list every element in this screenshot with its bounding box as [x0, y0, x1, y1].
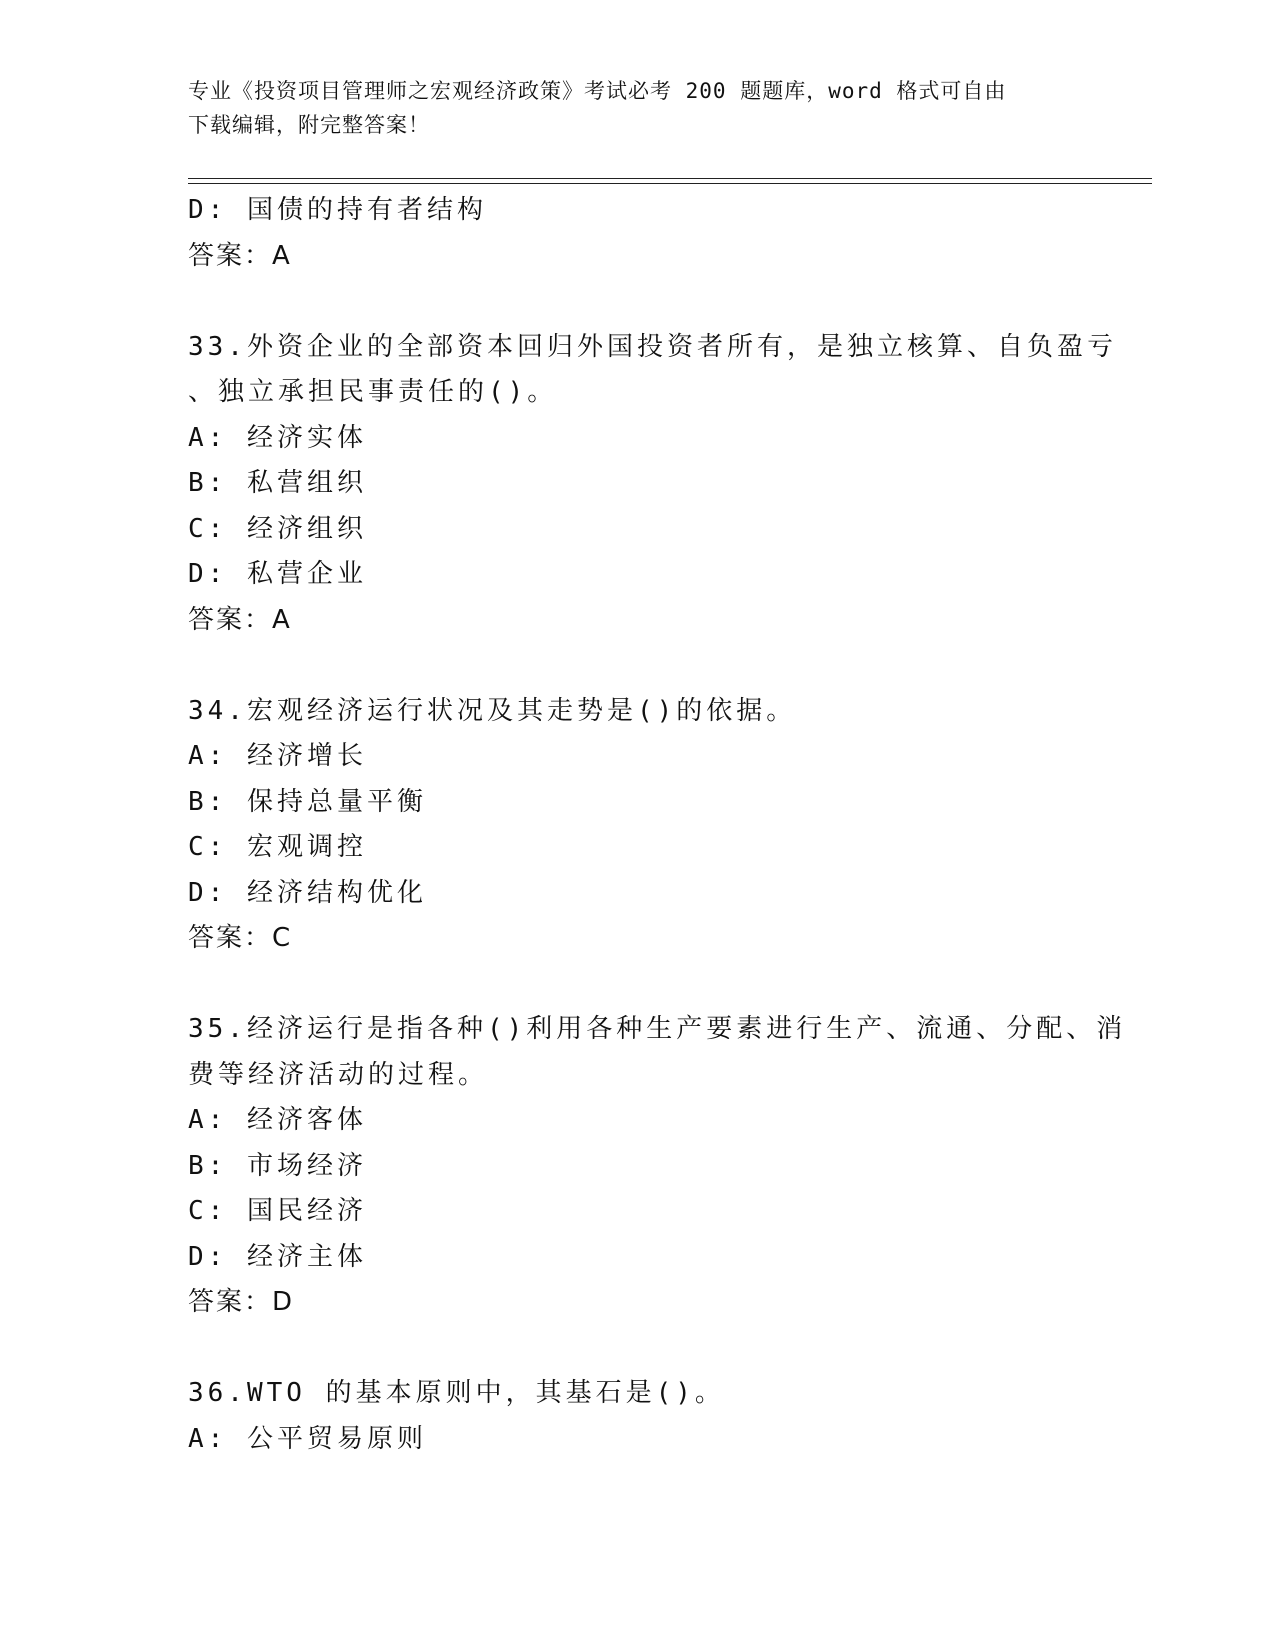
question-stem-continued: 、独立承担民事责任的()。: [188, 377, 558, 407]
question-stem: 33.外资企业的全部资本回归外国投资者所有，是独立核算、自负盈亏: [188, 331, 1117, 362]
question-list: [188, 188, 1127, 1462]
option-b: B: 保持总量平衡: [188, 786, 427, 817]
answer-line: 答案：D: [188, 1287, 295, 1317]
header-line-2: 下载编辑，附完整答案！: [188, 113, 430, 137]
header-divider-top: [188, 178, 1152, 179]
question-35: [188, 1007, 1127, 1326]
header-divider-bottom: [188, 183, 1152, 184]
option-c: C: 国民经济: [188, 1196, 367, 1226]
option-d: D: 国债的持有者结构: [188, 195, 487, 225]
option-b: B: 市场经济: [188, 1150, 367, 1181]
document-header: [188, 74, 1078, 142]
option-a: A: 经济增长: [188, 741, 367, 771]
spacer: [188, 962, 1088, 1008]
question-33: [188, 325, 1117, 644]
spacer: [188, 279, 1088, 325]
option-d: D: 私营企业: [188, 559, 367, 589]
answer-line: 答案：C: [188, 923, 293, 953]
option-d: D: 经济结构优化: [188, 877, 427, 908]
option-c: C: 经济组织: [188, 513, 367, 544]
option-a: A: 经济实体: [188, 422, 367, 453]
question-stem: 34.宏观经济运行状况及其走势是()的依据。: [188, 695, 797, 726]
answer-line: 答案：A: [188, 604, 292, 635]
spacer: [188, 1326, 1088, 1372]
option-a: A: 经济客体: [188, 1105, 367, 1135]
header-line-1: 专业《投资项目管理师之宏观经济政策》考试必考 200 题题库，word 格式可自由: [188, 79, 1007, 103]
question-34: [188, 689, 1088, 962]
option-b: B: 私营组织: [188, 468, 367, 498]
answer-line: 答案：A: [188, 240, 292, 271]
spacer: [188, 643, 1088, 689]
question-stem-continued: 费等经济活动的过程。: [188, 1059, 489, 1090]
question-stem: 35.经济运行是指各种()利用各种生产要素进行生产、流通、分配、消: [188, 1014, 1127, 1044]
option-d: D: 经济主体: [188, 1241, 367, 1272]
question-36: [188, 1371, 1088, 1462]
option-c: C: 宏观调控: [188, 832, 367, 862]
question-stem: 36.WTO 的基本原则中，其基石是()。: [188, 1378, 725, 1408]
option-a: A: 公平贸易原则: [188, 1423, 427, 1454]
